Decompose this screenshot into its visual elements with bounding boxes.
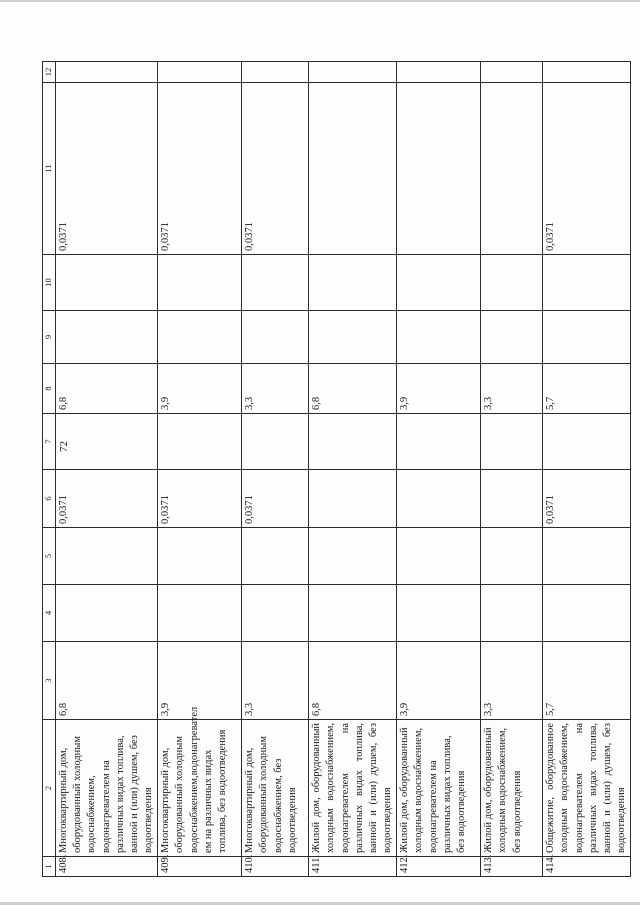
cell-col7 bbox=[242, 414, 309, 470]
cell-col8: 3,9 bbox=[397, 364, 481, 414]
cell-col6: 0,0371 bbox=[242, 470, 309, 528]
cell-col11 bbox=[481, 83, 543, 255]
cell-col4 bbox=[242, 585, 309, 642]
row-description: Многоквартирный дом, оборудованный холодным водоснабжением,водонагревател ем на различных видах топлива, без водоотведения bbox=[158, 720, 242, 857]
cell-col12 bbox=[481, 62, 543, 83]
cell-col7 bbox=[397, 414, 481, 470]
cell-col3: 6,8 bbox=[309, 642, 397, 720]
row-number: 408. bbox=[56, 857, 158, 877]
cell-col4 bbox=[56, 585, 158, 642]
cell-col3: 3,3 bbox=[481, 642, 543, 720]
table-row bbox=[242, 62, 309, 877]
cell-col8: 6,8 bbox=[309, 364, 397, 414]
cell-col8: 3,9 bbox=[158, 364, 242, 414]
cell-col5 bbox=[242, 528, 309, 585]
cell-col9 bbox=[397, 311, 481, 364]
header-cell: 12 bbox=[43, 62, 56, 83]
cell-col7 bbox=[543, 414, 631, 470]
cell-col6: 0,0371 bbox=[56, 470, 158, 528]
cell-col5 bbox=[158, 528, 242, 585]
row-number: 413. bbox=[481, 857, 543, 877]
table-row bbox=[481, 62, 543, 877]
row-description: Жилой дом, оборудованный холодным водоснабжением, водонагревателем на различных видах топлива, ванной и (или) душем, без водоотведения bbox=[309, 720, 397, 857]
cell-col8: 5,7 bbox=[543, 364, 631, 414]
cell-col12 bbox=[543, 62, 631, 83]
cell-col6 bbox=[397, 470, 481, 528]
cell-col5 bbox=[481, 528, 543, 585]
row-number: 411. bbox=[309, 857, 397, 877]
cell-col3: 3,9 bbox=[158, 642, 242, 720]
cell-col11: 0,0371 bbox=[158, 83, 242, 255]
table-row bbox=[56, 62, 158, 877]
tariff-table bbox=[42, 61, 631, 877]
table-row bbox=[158, 62, 242, 877]
table-row bbox=[543, 62, 631, 877]
cell-col5 bbox=[543, 528, 631, 585]
header-cell: 1 bbox=[43, 857, 56, 877]
cell-col10 bbox=[543, 255, 631, 311]
header-cell: 5 bbox=[43, 528, 56, 585]
row-number: 414. bbox=[543, 857, 631, 877]
cell-col11: 0,0371 bbox=[543, 83, 631, 255]
cell-col5 bbox=[309, 528, 397, 585]
header-cell: 7 bbox=[43, 414, 56, 470]
cell-col11 bbox=[309, 83, 397, 255]
header-cell: 8 bbox=[43, 364, 56, 414]
cell-col7 bbox=[158, 414, 242, 470]
cell-col12 bbox=[242, 62, 309, 83]
cell-col8: 3,3 bbox=[242, 364, 309, 414]
cell-col6: 0,0371 bbox=[543, 470, 631, 528]
page-number: 72 bbox=[58, 441, 70, 452]
header-cell: 10 bbox=[43, 255, 56, 311]
cell-col11: 0,0371 bbox=[56, 83, 158, 255]
cell-col12 bbox=[397, 62, 481, 83]
cell-col9 bbox=[543, 311, 631, 364]
cell-col12 bbox=[309, 62, 397, 83]
cell-col3: 5,7 bbox=[543, 642, 631, 720]
cell-col4 bbox=[481, 585, 543, 642]
table-row bbox=[397, 62, 481, 877]
cell-col7 bbox=[56, 414, 158, 470]
cell-col10 bbox=[242, 255, 309, 311]
header-cell: 11 bbox=[43, 83, 56, 255]
cell-col9 bbox=[309, 311, 397, 364]
cell-col10 bbox=[481, 255, 543, 311]
row-description: Многоквартирный дом, оборудованный холодным водоснабжением, без водоотведения bbox=[242, 720, 309, 857]
row-description: Жилой дом, оборудованный холодным водоснабжением, водонагревателем на различных видах топлива, без водоотведения bbox=[397, 720, 481, 857]
cell-col11 bbox=[397, 83, 481, 255]
row-number: 412. bbox=[397, 857, 481, 877]
row-number: 410. bbox=[242, 857, 309, 877]
cell-col6 bbox=[309, 470, 397, 528]
cell-col9 bbox=[158, 311, 242, 364]
rotated-table-wrapper bbox=[42, 62, 628, 877]
cell-col6: 0,0371 bbox=[158, 470, 242, 528]
cell-col5 bbox=[56, 528, 158, 585]
header-cell: 3 bbox=[43, 642, 56, 720]
cell-col8: 6,8 bbox=[56, 364, 158, 414]
table-row bbox=[309, 62, 397, 877]
header-cell: 4 bbox=[43, 585, 56, 642]
cell-col10 bbox=[309, 255, 397, 311]
header-cell: 6 bbox=[43, 470, 56, 528]
row-description: Общежитие, оборудованное холодным водоснабжением, водонагревателем на различных видах топлива, ванной и (или) душем, без водоотведения bbox=[543, 720, 631, 857]
cell-col4 bbox=[543, 585, 631, 642]
cell-col8: 3,3 bbox=[481, 364, 543, 414]
cell-col9 bbox=[481, 311, 543, 364]
cell-col9 bbox=[56, 311, 158, 364]
cell-col3: 3,3 bbox=[242, 642, 309, 720]
cell-col12 bbox=[56, 62, 158, 83]
header-cell: 2 bbox=[43, 720, 56, 857]
cell-col10 bbox=[56, 255, 158, 311]
cell-col5 bbox=[397, 528, 481, 585]
cell-col4 bbox=[397, 585, 481, 642]
cell-col4 bbox=[309, 585, 397, 642]
scan-edge-top bbox=[0, 0, 640, 2]
cell-col12 bbox=[158, 62, 242, 83]
row-description: Многоквартирный дом, оборудованный холодным водоснабжением, водонагревателем на различных видах топлива, ванной и (или) душем, без водоотведения bbox=[56, 720, 158, 857]
cell-col7 bbox=[481, 414, 543, 470]
cell-col10 bbox=[397, 255, 481, 311]
cell-col3: 3,9 bbox=[397, 642, 481, 720]
header-row bbox=[43, 62, 56, 877]
row-number: 409. bbox=[158, 857, 242, 877]
header-cell: 9 bbox=[43, 311, 56, 364]
cell-col4 bbox=[158, 585, 242, 642]
row-description: Жилой дом, оборудованный холодным водоснабжением, без водоотведения bbox=[481, 720, 543, 857]
cell-col6 bbox=[481, 470, 543, 528]
cell-col10 bbox=[158, 255, 242, 311]
cell-col9 bbox=[242, 311, 309, 364]
cell-col3: 6,8 bbox=[56, 642, 158, 720]
cell-col7 bbox=[309, 414, 397, 470]
cell-col11: 0,0371 bbox=[242, 83, 309, 255]
